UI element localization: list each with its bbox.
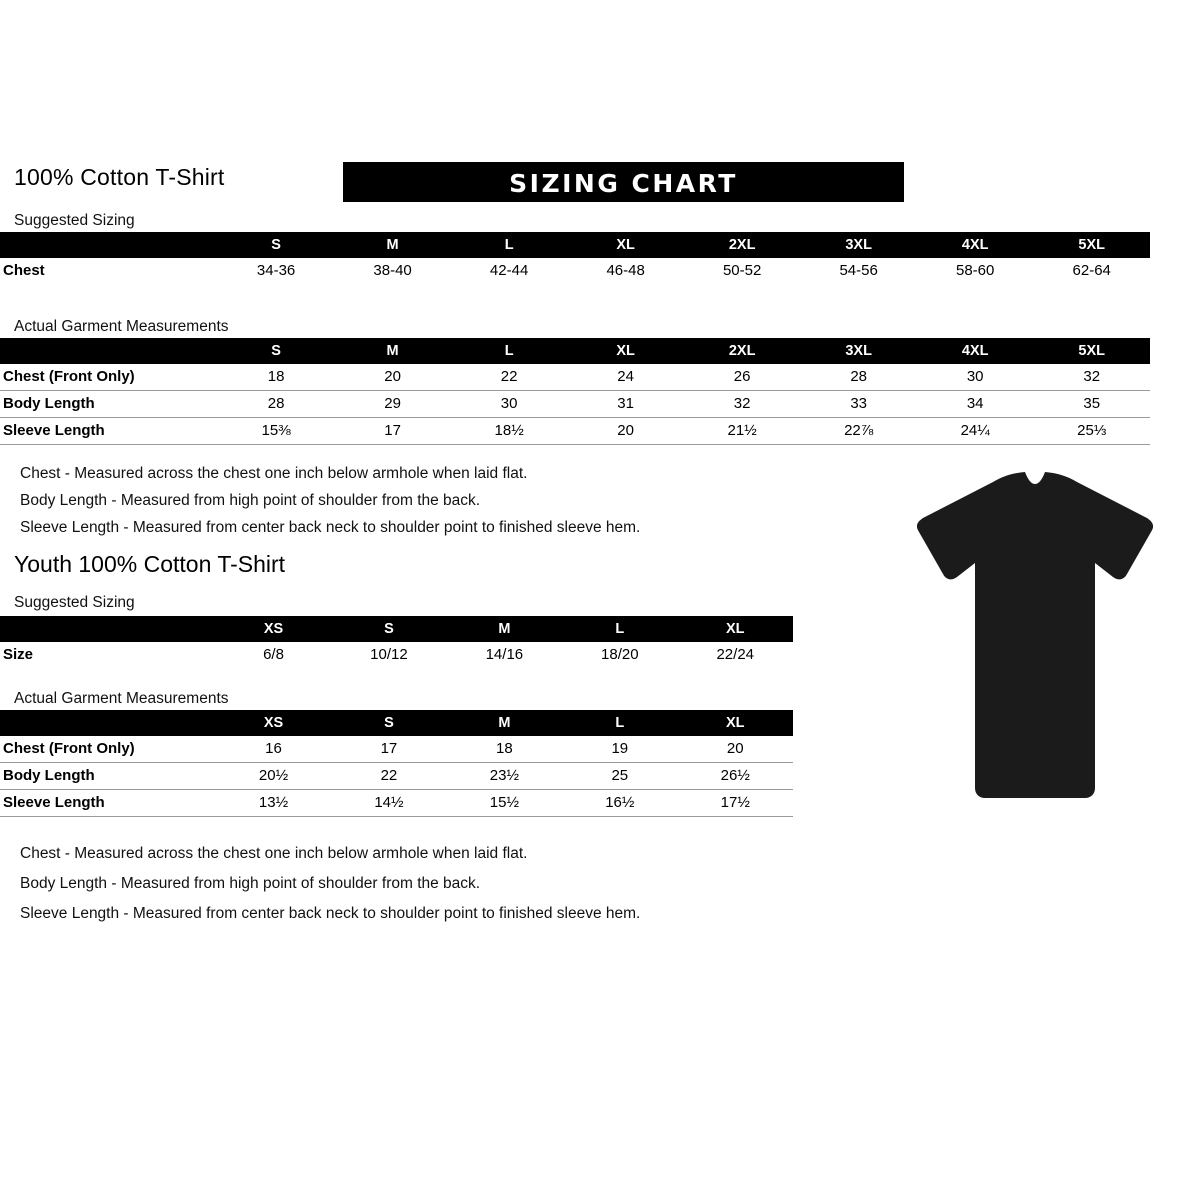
cell-value: 14/16 <box>485 646 524 663</box>
column-header: XL <box>567 232 684 258</box>
youth-section-title: Youth 100% Cotton T-Shirt <box>14 551 286 577</box>
cell-value: 15½ <box>447 790 562 817</box>
row-label: Sleeve Length <box>0 790 216 817</box>
adult-note-body-length: Body Length - Measured from high point of shoulder from the back. <box>20 492 481 509</box>
cell-value: 16½ <box>562 790 677 817</box>
column-header: 3XL <box>800 232 917 258</box>
column-header: 3XL <box>800 338 917 364</box>
cell-value: 22 <box>451 364 568 391</box>
adult-section-title: 100% Cotton T-Shirt <box>14 164 225 190</box>
row-label: Chest (Front Only) <box>0 736 216 763</box>
cell-value: 20½ <box>216 763 331 790</box>
row-label: Size <box>3 646 34 663</box>
adult-suggested-sizing-table <box>0 232 1150 284</box>
table-row <box>0 763 793 790</box>
youth-note-body-length: Body Length - Measured from high point of shoulder from the back. <box>20 875 481 892</box>
cell-value: 14½ <box>331 790 446 817</box>
row-label: Body Length <box>0 391 218 418</box>
cell-value: 22/24 <box>716 646 755 663</box>
cell-value: 16 <box>216 736 331 763</box>
column-header: XL <box>567 338 684 364</box>
cell-value: 32 <box>1033 364 1150 391</box>
cell-value: 42-44 <box>489 262 529 279</box>
row-label: Sleeve Length <box>0 418 218 445</box>
cell-value: 18 <box>447 736 562 763</box>
cell-value: 17½ <box>678 790 794 817</box>
youth-suggested-sizing-label: Suggested Sizing <box>14 594 135 611</box>
column-header: L <box>562 616 677 642</box>
cell-value: 38-40 <box>373 262 412 279</box>
table-row <box>0 642 793 668</box>
cell-value: 46-48 <box>606 262 645 279</box>
column-header: XL <box>678 710 794 736</box>
cell-value: 13½ <box>216 790 331 817</box>
cell-value: 62-64 <box>1072 262 1111 279</box>
cell-value: 17 <box>331 736 446 763</box>
cell-value: 10/12 <box>370 646 408 663</box>
cell-value: 34 <box>917 391 1034 418</box>
column-header: M <box>334 232 451 258</box>
column-header: 2XL <box>684 338 801 364</box>
column-header: 4XL <box>917 232 1034 258</box>
youth-garment-measurements-table <box>0 710 793 817</box>
cell-value: 18½ <box>451 418 568 445</box>
cell-value: 20 <box>334 364 451 391</box>
sizing-chart-banner <box>343 162 904 202</box>
chart-header <box>14 162 904 202</box>
column-header <box>0 710 216 736</box>
adult-garment-measurements-table <box>0 338 1150 445</box>
adult-note-sleeve-length: Sleeve Length - Measured from center back neck to shoulder point to finished sleeve hem. <box>20 519 641 536</box>
cell-value: 22⅞ <box>800 418 917 445</box>
youth-garment-measurements-label: Actual Garment Measurements <box>14 690 229 707</box>
cell-value: 18/20 <box>601 646 639 663</box>
cell-value: 30 <box>451 391 568 418</box>
cell-value: 58-60 <box>955 262 995 279</box>
cell-value: 30 <box>917 364 1034 391</box>
cell-value: 25 <box>562 763 677 790</box>
table-row <box>0 391 1150 418</box>
table-row <box>0 364 1150 391</box>
youth-suggested-sizing-table <box>0 616 793 668</box>
cell-value: 31 <box>567 391 684 418</box>
column-header <box>0 338 218 364</box>
cell-value: 28 <box>800 364 917 391</box>
table-row <box>0 790 793 817</box>
cell-value: 24 <box>567 364 684 391</box>
column-header: 5XL <box>1033 338 1150 364</box>
cell-value: 32 <box>684 391 801 418</box>
adult-suggested-sizing-label: Suggested Sizing <box>14 212 135 229</box>
cell-value: 20 <box>678 736 794 763</box>
table-header-row <box>0 616 793 642</box>
cell-value: 35 <box>1033 391 1150 418</box>
youth-note-sleeve-length: Sleeve Length - Measured from center back neck to shoulder point to finished sleeve hem. <box>20 905 641 922</box>
cell-value: 23½ <box>447 763 562 790</box>
column-header: L <box>451 232 568 258</box>
column-header: M <box>447 616 562 642</box>
column-header: 5XL <box>1033 232 1150 258</box>
column-header: XL <box>678 616 794 642</box>
cell-value: 26 <box>684 364 801 391</box>
table-header-row <box>0 338 1150 364</box>
column-header: M <box>334 338 451 364</box>
cell-value: 25⅓ <box>1033 418 1150 445</box>
table-row <box>0 418 1150 445</box>
column-header: S <box>331 616 446 642</box>
cell-value: 33 <box>800 391 917 418</box>
adult-note-chest: Chest - Measured across the chest one inch below armhole when laid flat. <box>20 465 528 482</box>
sizing-chart-banner-label: SIZING CHART <box>509 169 738 198</box>
column-header: XS <box>216 710 331 736</box>
column-header: M <box>447 710 562 736</box>
column-header: S <box>218 232 335 258</box>
cell-value: 54-56 <box>839 262 878 279</box>
column-header: 2XL <box>684 232 801 258</box>
cell-value: 21½ <box>684 418 801 445</box>
column-header: XS <box>216 616 331 642</box>
table-row <box>0 736 793 763</box>
column-header: S <box>218 338 335 364</box>
cell-value: 18 <box>218 364 335 391</box>
column-header: 4XL <box>917 338 1034 364</box>
table-header-row <box>0 232 1150 258</box>
row-label: Chest (Front Only) <box>0 364 218 391</box>
cell-value: 19 <box>562 736 677 763</box>
cell-value: 22 <box>331 763 446 790</box>
adult-garment-measurements-label: Actual Garment Measurements <box>14 318 229 335</box>
cell-value: 28 <box>218 391 335 418</box>
column-header: L <box>451 338 568 364</box>
column-header: L <box>562 710 677 736</box>
column-header <box>0 232 218 258</box>
cell-value: 20 <box>567 418 684 445</box>
cell-value: 17 <box>334 418 451 445</box>
black-tshirt-icon <box>885 470 1185 810</box>
table-header-row <box>0 710 793 736</box>
row-label: Body Length <box>0 763 216 790</box>
column-header <box>0 616 216 642</box>
tshirt-illustration <box>885 470 1185 810</box>
cell-value: 29 <box>334 391 451 418</box>
cell-value: 50-52 <box>722 262 762 279</box>
cell-value: 26½ <box>678 763 794 790</box>
cell-value: 34-36 <box>256 262 296 279</box>
column-header: S <box>331 710 446 736</box>
youth-note-chest: Chest - Measured across the chest one inch below armhole when laid flat. <box>20 845 528 862</box>
table-row <box>0 258 1150 284</box>
cell-value: 6/8 <box>263 646 284 663</box>
cell-value: 24¼ <box>917 418 1034 445</box>
cell-value: 15⅜ <box>218 418 335 445</box>
row-label: Chest <box>3 262 45 279</box>
